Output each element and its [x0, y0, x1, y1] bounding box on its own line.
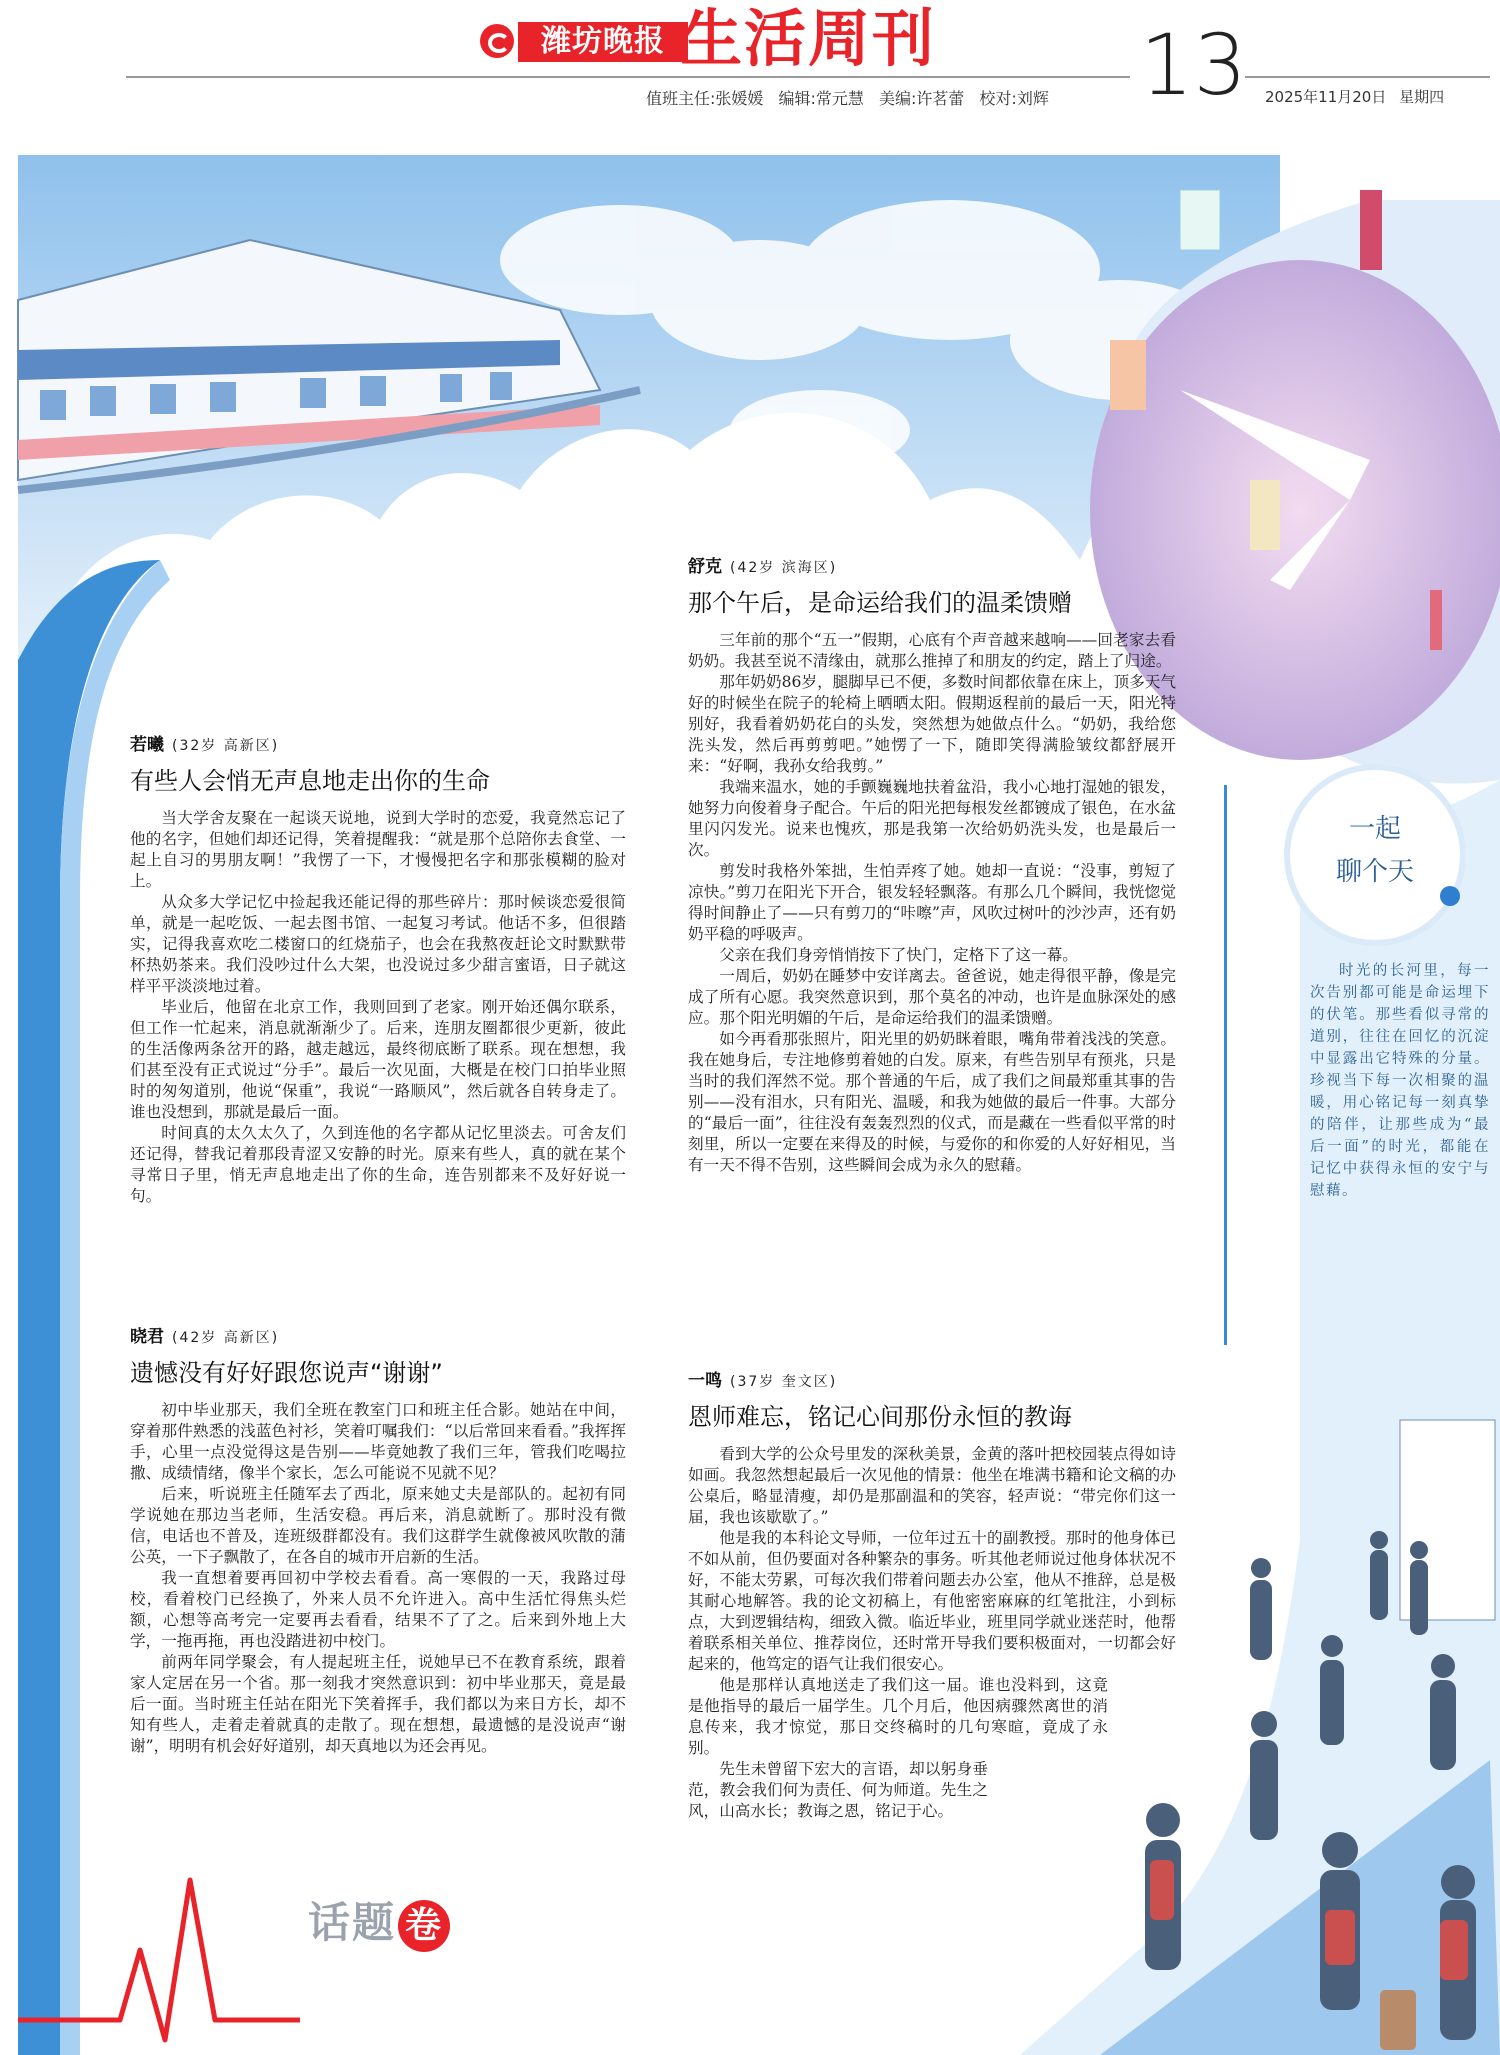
article-author: 若曦 (32岁 高新区): [130, 735, 280, 755]
header-rule-right: [1245, 76, 1490, 78]
article-ruoxi: [130, 730, 626, 1207]
logo-mark-icon: [480, 24, 514, 58]
sidebar-divider: [1224, 785, 1227, 1345]
article-title: 有些人会悄无声息地走出你的生命: [130, 767, 490, 795]
column-bubble: [1290, 770, 1460, 940]
supplement-title: 生活周刊: [680, 2, 937, 75]
article-body: 三年前的那个“五一”假期，心底有个声音越来越响——回老家去看奶奶。我甚至说不清缘由，就那么推掉了和朋友的约定，踏上了归途。 那年奶奶86岁，腿脚早已不便，多数时间都依靠在床上，顶多天气好的时候坐在院子的轮椅上晒晒太阳。假期返程前的最后一天，阳光特别好，我看着奶奶花白的头发，突然想为她做点什么。“奶奶，我给您洗头发，然后再剪剪吧。”她愣了一下，随即笑得满脸皱纹都舒展开来：“好啊，我孙女给我剪。” 我端来温水，她的手颤巍巍地扶着盆沿，我小心地打湿她的银发，她努力向俊着身子配合。午后的阳光把每根发丝都镀成了银色，在水盆里闪闪发光。说来也愧疚，那是我第一次给奶奶洗头发，也是最后一次。 剪发时我格外笨拙，生怕弄疼了她。她却一直说：“没事，剪短了凉快。”剪刀在阳光下开合，银发轻轻飘落。有那么几个瞬间，我恍惚觉得时间静止了——只有剪刀的“咔嚓”声，风吹过树叶的沙沙声，还有奶奶平稳的呼吸声。 父亲在我们身旁悄悄按下了快门，定格下了这一幕。 一周后，奶奶在睡梦中安详离去。爸爸说，她走得很平静，像是完成了所有心愿。我突然意识到，那个莫名的冲动，也许是血脉深处的感应。那个阳光明媚的午后，是命运给我们的温柔馈赠。 如今再看那张照片，阳光里的奶奶眯着眼，嘴角带着浅浅的笑意。我在她身后，专注地修剪着她的白发。原来，有些告别早有预兆，只是当时的我们浑然不觉。那个普通的午后，成了我们之间最郑重其事的告别——没有泪水，只有阳光、温暖，和我为她做的最后一件事。大部分的“最后一面”，往往没有轰轰烈烈的仪式，而是藏在一些看似平常的时刻里，所以一定要在来得及的时候，与爱你的和你爱的人好好相见，当有一天不得不告别，这些瞬间会成为永久的慰藉。: [688, 631, 1176, 1174]
article-yiming: [688, 1366, 1176, 1822]
article-author: 晓君 (42岁 高新区): [130, 1327, 280, 1347]
header-rule: [126, 76, 1130, 78]
staff-credits: 值班主任:张媛媛 编辑:常元慧 美编:许茗蕾 校对:刘辉: [646, 89, 1049, 108]
article-body: 初中毕业那天，我们全班在教室门口和班主任合影。她站在中间，穿着那件熟悉的浅蓝色衬衫，笑着叮嘱我们：“以后常回来看看。”我挥挥手，心里一点没觉得这是告别——毕竟她教了我们三年，管我们吃喝拉撒、成绩情绪，像半个家长，怎么可能说不见就不见？ 后来，听说班主任随军去了西北，原来她丈夫是部队的。起初有同学说她在那边当老师，生活安稳。再后来，消息就断了。那时没有微信，电话也不普及，连班级群都没有。我们这群学生就像被风吹散的蒲公英，一下子飘散了，在各自的城市开启新的生活。 我一直想着要再回初中学校去看看。高一寒假的一天，我路过母校，看着校门已经换了，外来人员不允许进入。高中生活忙得焦头烂额，心想等高考完一定要再去看看，结果不了了之。后来到外地上大学，一拖再拖，再也没踏进初中校门。 前两年同学聚会，有人提起班主任，说她早已不在教育系统，跟着家人定居在另一个省。那一刻我才突然意识到：初中毕业那天，竟是最后一面。当时班主任站在阳光下笑着挥手，我们都以为来日方长，却不知有些人，走着走着就真的走散了。现在想想，最遗憾的是没说声“谢谢”，明明有机会好好道别，却天真地以为还会再见。: [130, 1401, 626, 1755]
bubble-line-2: 聊个天: [1335, 857, 1414, 887]
article-body: 当大学舍友聚在一起谈天说地，说到大学时的恋爱，我竟然忘记了他的名字，但她们却还记得，笑着提醒我：“就是那个总陪你去食堂、一起上自习的男朋友啊！”我愣了一下，才慢慢把名字和那张模糊的脸对上。 从众多大学记忆中捡起我还能记得的那些碎片：那时候谈恋爱很简单，就是一起吃饭、一起去图书馆、一起复习考试。他话不多，但很踏实，记得我喜欢吃二楼窗口的红烧茄子，也会在我熬夜赶论文时默默带杯热奶茶来。我们没吵过什么大架，也没说过多少甜言蜜语，日子就这样平平淡淡地过着。 毕业后，他留在北京工作，我则回到了老家。刚开始还偶尔联系，但工作一忙起来，消息就渐渐少了。后来，连朋友圈都很少更新，彼此的生活像两条岔开的路，越走越远，最终彻底断了联系。现在想想，我们甚至没有正式说过“分手”。最后一次见面，大概是在校门口拍毕业照时的匆匆道别，他说“保重”，我说“一路顺风”，然后就各自转身走了。谁也没想到，那就是最后一面。 时间真的太久太久了，久到连他的名字都从记忆里淡去。可舍友们还记得，替我记着那段青涩又安静的时光。原来有些人，真的就在某个寻常日子里，悄无声息地走出了你的生命，连告别都来不及好好说一句。: [130, 809, 626, 1205]
article-author: 舒克 (42岁 滨海区): [688, 557, 838, 577]
article-author: 一鸣 (37岁 奎文区): [688, 1371, 838, 1391]
article-title: 那个午后，是命运给我们的温柔馈赠: [688, 589, 1072, 617]
decorative-dot-icon: [1440, 886, 1460, 906]
author-meta: (37岁 奎文区): [730, 1374, 838, 1390]
newspaper-name: 潍坊晚报: [518, 22, 688, 62]
page-number: 13: [1140, 16, 1247, 114]
column-badge: 卷: [398, 1900, 450, 1952]
article-body: 看到大学的公众号里发的深秋美景，金黄的落叶把校园装点得如诗如画。我忽然想起最后一次见他的情景：他坐在堆满书籍和论文稿的办公桌后，略显清瘦，却仍是那副温和的笑容，轻声说：“带完你们这一届，我也该歇歇了。” 他是我的本科论文导师，一位年过五十的副教授。那时的他身体已不如从前，但仍要面对各种繁杂的事务。听其他老师说过他身体状况不好，不能太劳累，可每次我们带着问题去办公室，他从不推辞，总是极其耐心地解答。我的论文初稿上，有他密密麻麻的红笔批注，小到标点，大到逻辑结构，细致入微。临近毕业，班里同学就业迷茫时，他帮着联系相关单位、推荐岗位，还时常开导我们要积极面对，一切都会好起来的，他笃定的语气让我们很安心。 他是那样认真地送走了我们这一届。谁也没料到，这竟是他指导的最后一届学生。几个月后，他因病骤然离世的消息传来，我才惊觉，那日交终稿时的几句寒暄，竟成了永别。 先生未曾留下宏大的言语，却以躬身垂范，教会我们何为责任、何为师道。先生之风，山高水长；教诲之恩，铭记于心。: [688, 1445, 1176, 1820]
topic-column-logo: 话题 卷: [308, 1890, 450, 1952]
article-title: 遗憾没有好好跟您说声“谢谢”: [130, 1359, 443, 1387]
newspaper-logo: [480, 18, 690, 62]
author-meta: (32岁 高新区): [172, 738, 280, 754]
article-xiaojun: [130, 1322, 626, 1757]
bubble-line-1: 一起: [1348, 814, 1401, 844]
article-shuke: [688, 552, 1176, 1176]
sidebar-intro: 时光的长河里，每一次告别都可能是命运埋下的伏笔。那些看似寻常的道别，往往在回忆的沉淀中显露出它特殊的分量。珍视当下每一次相聚的温暖，用心铭记每一刻真挚的陪伴，让那些成为“最后一面”的时光，都能在记忆中获得永恒的安宁与慰藉。: [1310, 963, 1490, 1199]
author-meta: (42岁 高新区): [172, 1330, 280, 1346]
author-meta: (42岁 滨海区): [730, 560, 838, 576]
issue-date: 2025年11月20日 星期四: [1265, 88, 1445, 106]
article-title: 恩师难忘，铭记心间那份永恒的教诲: [688, 1403, 1072, 1431]
